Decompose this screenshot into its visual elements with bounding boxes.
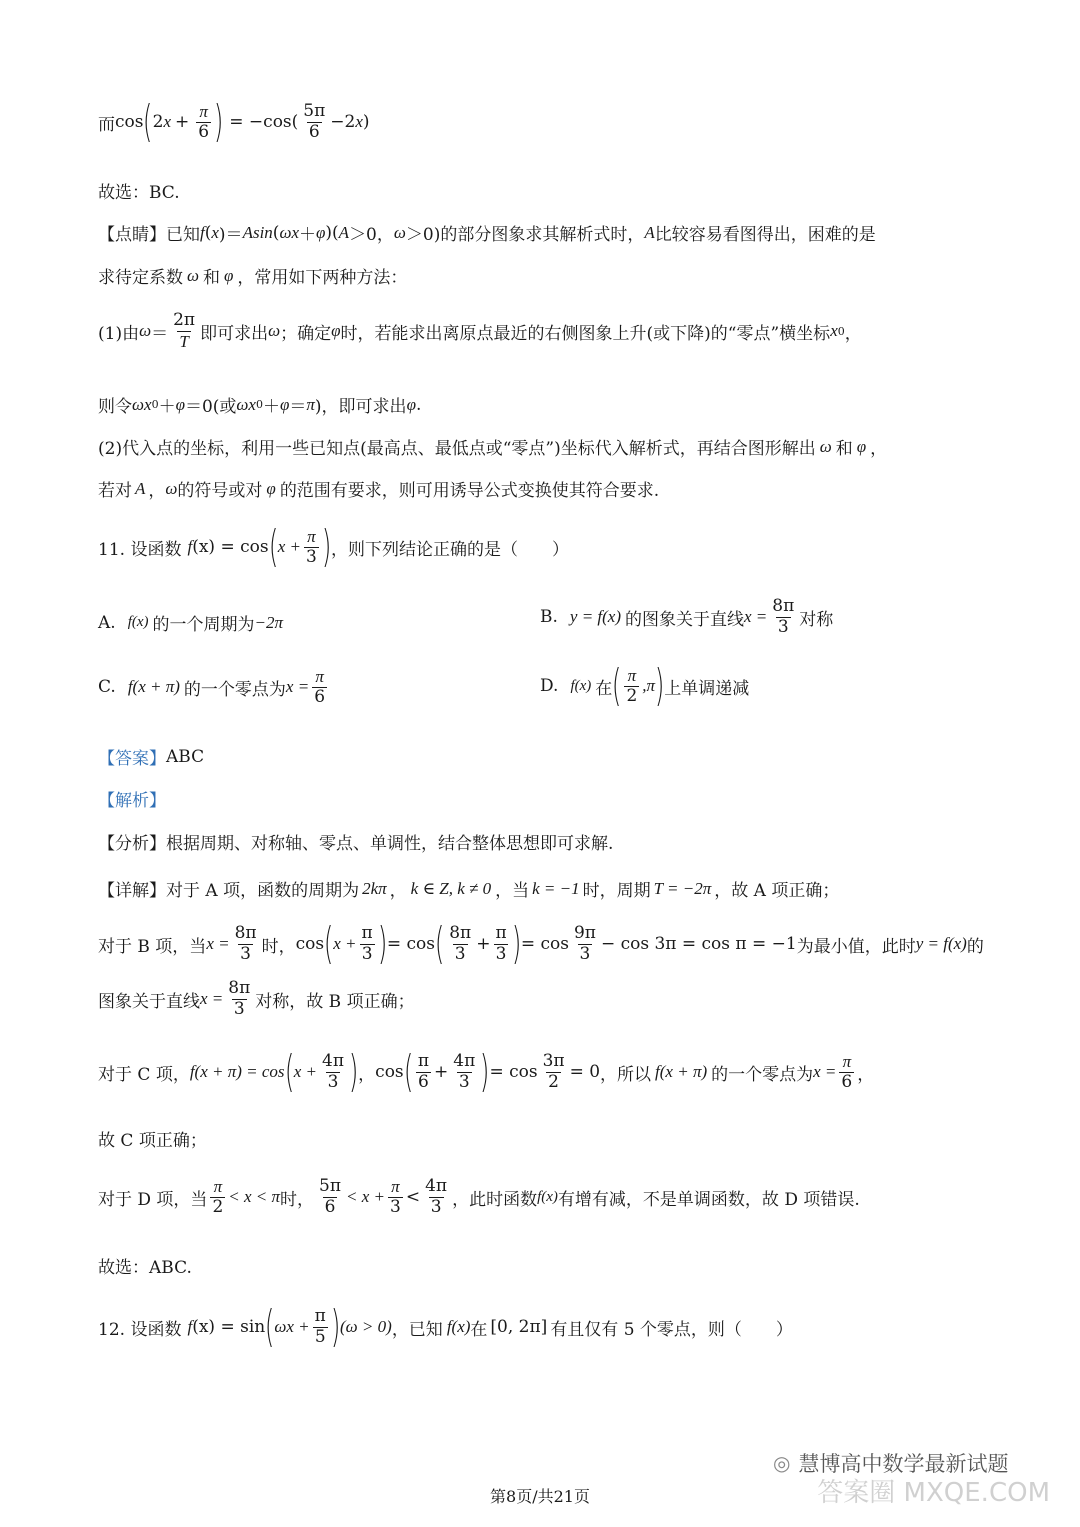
- text: ωx: [279, 222, 299, 242]
- text: 和: [835, 439, 853, 459]
- numerator: π: [315, 667, 324, 686]
- dianjing-line-2: [98, 263, 407, 288]
- fraction: [416, 1050, 431, 1092]
- text: k ∈ Z, k ≠ 0: [410, 878, 492, 898]
- text: 求待定系数: [98, 268, 183, 288]
- text: = cos: [520, 934, 569, 954]
- answer-line: [98, 744, 204, 769]
- text: ＝: [151, 323, 169, 344]
- text: ，: [870, 439, 888, 459]
- option-d[interactable]: [540, 660, 750, 711]
- text: f: [446, 1317, 452, 1336]
- watermark-site: 答案圈 MXQE.COM: [817, 1478, 1050, 1508]
- fraction: [317, 1178, 343, 1217]
- fraction: [226, 980, 252, 1019]
- text: x =: [813, 1062, 837, 1081]
- detail-line-6: [98, 1178, 860, 1217]
- fraction: [301, 100, 327, 142]
- denominator: 6: [418, 1071, 429, 1092]
- dianjing-line-5: [98, 434, 887, 459]
- text: 的范围有要求，则可用诱导公式变换使其符合要求.: [279, 481, 660, 501]
- denominator: 3: [233, 998, 245, 1019]
- numerator: π: [307, 526, 316, 546]
- right-paren: ): [654, 660, 665, 711]
- question-11: [98, 521, 570, 572]
- text: ，: [358, 1064, 376, 1085]
- detail-line-1: [98, 876, 839, 901]
- text: x: [355, 112, 363, 131]
- choice-bc: 故选：BC.: [98, 183, 180, 203]
- numerator: 4π: [453, 1050, 476, 1071]
- text: 的: [966, 936, 984, 957]
- text: 对于 B 项，当: [98, 936, 207, 957]
- text: 对称: [799, 609, 834, 630]
- fraction: [839, 1053, 854, 1092]
- text: f: [187, 1317, 193, 1336]
- fraction: [171, 312, 197, 351]
- text: f(x + π): [127, 677, 180, 697]
- text: 时，周期: [582, 881, 651, 901]
- text: 时，若能求出离原点最近的右侧图象上升(或下降)的“零点”横坐标: [340, 323, 831, 344]
- dianjing-line-3: [98, 312, 862, 351]
- numerator: 3π: [542, 1050, 565, 1071]
- right-paren: ): [480, 1046, 490, 1097]
- text: ，: [148, 481, 166, 501]
- text: π: [306, 394, 315, 414]
- dianjing-line-6: [98, 476, 659, 501]
- option-c[interactable]: [98, 668, 330, 707]
- text: 对于 C 项，: [98, 1064, 190, 1085]
- fraction: [360, 922, 375, 964]
- numerator: π: [842, 1051, 852, 1071]
- dianjing-line-4: [98, 392, 421, 417]
- text: f(x): [537, 1188, 558, 1205]
- watermark-text: 慧博高中数学最新试题: [798, 1452, 1009, 1476]
- denominator: 5: [314, 1326, 326, 1347]
- text: ,π: [642, 676, 656, 695]
- detail-line-5: 故 C 项正确；: [98, 1131, 207, 1151]
- text: 比较容易看图得出，困难的是: [654, 225, 876, 245]
- text: 而: [98, 114, 115, 135]
- text: x: [830, 321, 838, 341]
- text: (: [204, 222, 212, 243]
- text: [0, 2π]: [490, 1317, 548, 1337]
- numerator: 8π: [449, 922, 472, 943]
- text: 的一个零点为: [183, 679, 286, 700]
- text: ＞0)的部分图象求其解析式时，: [405, 225, 645, 245]
- text: 对称，故 B 项正确；: [255, 991, 415, 1012]
- option-label: B.: [540, 607, 558, 628]
- numerator: π: [417, 1050, 430, 1071]
- text: f(x + π): [655, 1062, 708, 1081]
- text: x =: [744, 607, 768, 627]
- left-paren: (: [323, 918, 334, 969]
- text: T = −2π: [653, 878, 712, 898]
- text: )＝: [218, 225, 243, 245]
- question-number: 12. 设函数: [98, 1319, 182, 1340]
- text: ，常用如下两种方法：: [237, 268, 408, 288]
- fraction: [312, 668, 327, 707]
- text: ω: [819, 436, 832, 456]
- text: φ: [266, 478, 276, 498]
- left-paren: (: [284, 1046, 294, 1097]
- text: x =: [285, 677, 310, 697]
- left-paren: (: [268, 521, 278, 572]
- analysis-tag: 【解析】: [98, 791, 166, 811]
- right-paren: ): [377, 918, 388, 969]
- text: cos: [295, 934, 325, 954]
- text: ω: [165, 478, 178, 498]
- denominator: 3: [777, 616, 789, 637]
- text: 的一个周期为: [152, 615, 255, 635]
- denominator: 6: [198, 121, 210, 142]
- left-paren: (: [143, 96, 153, 147]
- text: 的一个零点为: [711, 1064, 814, 1085]
- text: ωx: [236, 394, 256, 414]
- fraction: [210, 1178, 225, 1217]
- left-paren: (: [612, 660, 622, 711]
- text: φ: [316, 222, 326, 242]
- text: y = f(x): [915, 934, 967, 953]
- text: ＝0(或: [184, 397, 237, 417]
- option-label: C.: [98, 677, 116, 698]
- text: A: [135, 478, 146, 498]
- page-footer: 第8页/共21页: [490, 1487, 590, 1506]
- detail-line-2: [98, 918, 984, 969]
- text: ω: [139, 321, 152, 341]
- text: ωx +: [274, 1317, 310, 1336]
- numerator: 4π: [425, 1176, 448, 1196]
- fraction: [541, 1050, 567, 1092]
- numerator: 8π: [772, 596, 795, 616]
- denominator: 3: [327, 1071, 339, 1092]
- denominator: 3: [390, 1196, 401, 1217]
- text: ，: [857, 1064, 875, 1085]
- text: ＞0，: [349, 225, 394, 245]
- text: ): [362, 112, 370, 132]
- text: ，: [844, 323, 862, 344]
- fraction: [304, 528, 319, 567]
- text: x =: [206, 934, 230, 953]
- text: φ: [406, 394, 416, 414]
- fraction: [770, 598, 796, 637]
- denominator: 2: [212, 1196, 224, 1217]
- text: ；确定: [280, 323, 332, 344]
- numerator: π: [199, 101, 208, 121]
- text: 的符号或对: [177, 481, 263, 501]
- denominator: 6: [308, 121, 320, 142]
- text: 为最小值，此时: [796, 936, 916, 957]
- denominator: 3: [579, 943, 591, 964]
- text: x =: [200, 989, 224, 1009]
- text: 上单调递减: [664, 678, 750, 699]
- text: x: [211, 222, 219, 242]
- text: Asin: [242, 222, 273, 242]
- fraction: [196, 103, 211, 142]
- denominator: 3: [306, 546, 317, 567]
- fraction: [313, 1305, 328, 1347]
- denominator: 3: [454, 943, 466, 964]
- text: (2)代入点的坐标，利用一些已知点(最高点、最低点或“零点”)坐标代入解析式，再结合图形解出: [98, 439, 816, 459]
- text: ，当: [495, 881, 530, 901]
- text: − cos 3π = cos π = −1: [600, 934, 797, 954]
- text: = cos: [386, 934, 436, 954]
- numerator: 8π: [228, 978, 251, 998]
- denominator: 6: [324, 1196, 336, 1217]
- text: ω: [187, 265, 200, 285]
- text: <: [405, 1187, 421, 1208]
- dianjing-line-1: [98, 220, 876, 245]
- text: = cos: [489, 1062, 538, 1082]
- text: (x) = sin: [192, 1317, 266, 1337]
- text: ＝: [289, 397, 307, 417]
- text: y = f(x): [569, 607, 622, 627]
- text: f(x): [127, 614, 149, 630]
- right-paren: ): [348, 1046, 359, 1097]
- detail-line-3: [98, 980, 415, 1019]
- numerator: π: [627, 665, 637, 685]
- denominator: 6: [841, 1071, 853, 1092]
- numerator: 9π: [573, 922, 596, 943]
- right-paren: ): [213, 96, 224, 147]
- formula-line-1: [98, 96, 370, 147]
- text: 在: [595, 678, 613, 699]
- text: ，此时函数: [452, 1189, 538, 1210]
- text: 和: [203, 268, 221, 288]
- denominator: T: [179, 331, 189, 351]
- text: φ: [175, 394, 185, 414]
- text: A: [644, 222, 655, 242]
- option-b[interactable]: [540, 598, 833, 637]
- text: 时，: [261, 936, 296, 957]
- numerator: 5π: [319, 1176, 342, 1196]
- text: ωx: [132, 394, 152, 414]
- text: 的图象关于直线: [625, 609, 745, 630]
- text: ，则下列结论正确的是（ ）: [331, 539, 570, 560]
- text: −2: [330, 112, 356, 132]
- wechat-icon: ◎: [773, 1451, 791, 1475]
- text: 2kπ: [362, 878, 387, 898]
- fraction: [233, 922, 259, 964]
- numerator: 5π: [303, 100, 326, 121]
- numerator: π: [213, 1177, 223, 1196]
- text: ＋: [158, 397, 176, 417]
- subscript: 0: [255, 398, 263, 411]
- text: 若对: [98, 481, 132, 501]
- text: −2π: [254, 612, 284, 632]
- text: 有增有减，不是单调函数，故 D 项错误.: [557, 1189, 860, 1210]
- text: (x): [451, 1317, 471, 1336]
- left-paren: (: [434, 918, 445, 969]
- text: k = −1: [532, 878, 580, 898]
- fraction: [423, 1178, 449, 1217]
- text: ，: [389, 881, 407, 901]
- text: x +: [293, 1062, 317, 1081]
- text: cos: [375, 1062, 404, 1082]
- text: .: [415, 394, 422, 415]
- text: (: [272, 222, 280, 243]
- right-paren: ): [511, 918, 521, 969]
- fraction: [388, 1178, 403, 1217]
- text: 有且仅有 5 个零点，则（ ）: [550, 1319, 793, 1340]
- fraction: [624, 667, 639, 706]
- left-paren: (: [265, 1301, 275, 1352]
- option-a[interactable]: [98, 610, 283, 635]
- text: φ: [224, 265, 234, 285]
- text: (ω > 0): [340, 1317, 392, 1336]
- text: f(x + π) = cos: [189, 1062, 285, 1081]
- text: x +: [333, 934, 357, 953]
- text: cos: [115, 112, 144, 132]
- numerator: π: [361, 922, 373, 943]
- text: ω: [268, 321, 281, 341]
- text: +: [175, 112, 190, 132]
- text: +: [434, 1062, 449, 1082]
- text: ＋: [262, 397, 280, 417]
- numerator: π: [391, 1177, 400, 1196]
- fraction: [320, 1050, 346, 1092]
- text: ，已知: [391, 1319, 443, 1340]
- option-label: D.: [540, 676, 559, 696]
- right-paren: ): [321, 521, 332, 572]
- numerator: π: [495, 922, 507, 943]
- text: ω: [393, 222, 406, 242]
- text: ＋: [299, 225, 316, 245]
- denominator: 3: [458, 1071, 470, 1092]
- text: x +: [277, 537, 302, 556]
- left-paren: (: [403, 1046, 413, 1097]
- question-number: 11. 设函数: [98, 539, 182, 560]
- subscript: 0: [837, 324, 845, 338]
- text: 【详解】对于 A 项，函数的周期为: [98, 881, 360, 901]
- answer-value: ABC: [166, 746, 205, 767]
- right-paren: ): [330, 1301, 341, 1352]
- denominator: 6: [314, 686, 326, 707]
- text: < x +: [346, 1187, 386, 1207]
- text: 在: [470, 1319, 488, 1340]
- numerator: 4π: [322, 1050, 344, 1071]
- text: 即可求出: [200, 323, 269, 344]
- denominator: 3: [495, 943, 507, 964]
- subscript: 0: [151, 398, 159, 411]
- text: = 0: [569, 1062, 601, 1082]
- fraction: [493, 922, 508, 964]
- text: φ: [279, 394, 290, 414]
- text: 对于 D 项，当: [98, 1189, 208, 1210]
- denominator: 2: [626, 685, 638, 706]
- option-label: A.: [98, 612, 116, 633]
- answer-tag: 【答案】: [98, 749, 166, 769]
- text: (1)由: [98, 323, 140, 344]
- text: )(: [325, 222, 339, 243]
- question-12: [98, 1301, 793, 1352]
- text: ，故 A 项正确；: [714, 881, 840, 901]
- text: 时，: [280, 1189, 315, 1210]
- denominator: 3: [240, 943, 251, 964]
- fraction: [572, 922, 598, 964]
- denominator: 3: [361, 943, 373, 964]
- detail-line-4: [98, 1046, 875, 1097]
- text: f: [187, 537, 193, 556]
- text: 图象关于直线: [98, 991, 200, 1012]
- text: 【点睛】已知: [98, 225, 200, 245]
- text: x: [163, 112, 172, 131]
- text: f: [200, 222, 205, 242]
- text: 2: [152, 112, 164, 132]
- text: = −cos(: [229, 112, 299, 132]
- fraction: [447, 922, 473, 964]
- text: < x < π: [228, 1187, 281, 1207]
- numerator: 2π: [173, 310, 196, 330]
- text: (x) = cos: [192, 537, 269, 557]
- denominator: 3: [430, 1196, 442, 1217]
- text: +: [476, 934, 491, 954]
- choice-abc: 故选：ABC.: [98, 1258, 192, 1278]
- fraction: [451, 1050, 477, 1092]
- text: 则令: [98, 397, 132, 417]
- text: A: [338, 222, 350, 242]
- text: f(x): [570, 677, 592, 694]
- numerator: π: [314, 1305, 326, 1326]
- text: φ: [856, 436, 867, 456]
- text: φ: [331, 321, 341, 341]
- denominator: 2: [548, 1071, 559, 1092]
- fenxi-line: 【分析】根据周期、对称轴、零点、单调性，结合整体思想即可求解.: [98, 834, 614, 854]
- text: )，即可求出: [314, 397, 407, 417]
- numerator: 8π: [234, 922, 257, 943]
- text: ，所以: [600, 1064, 652, 1085]
